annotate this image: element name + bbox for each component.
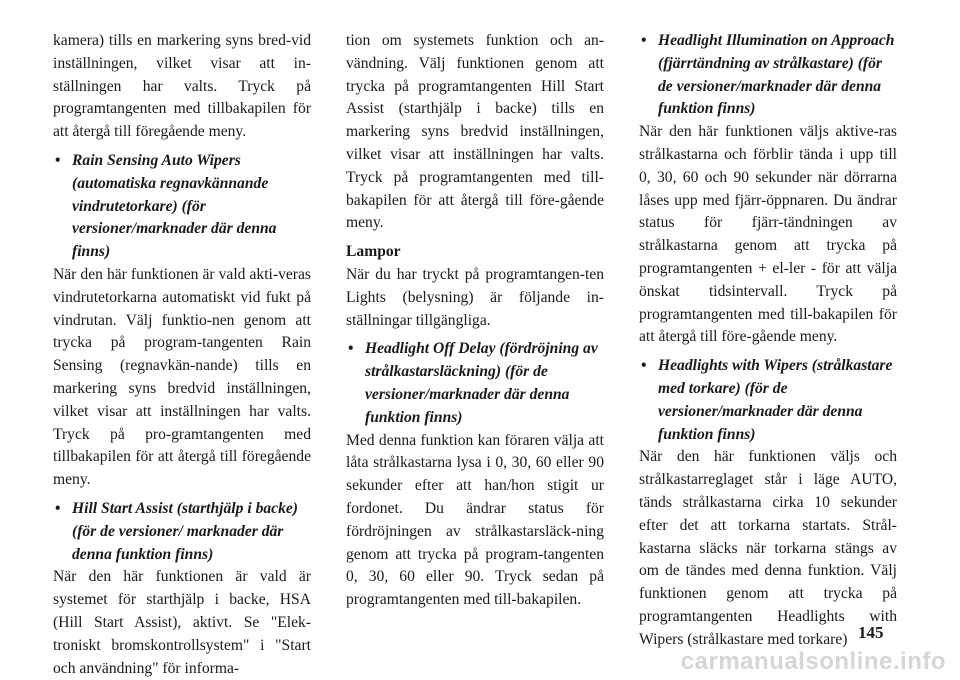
paragraph: När den här funktionen väljs och strålkastarreglaget står i läge AUTO, tänds strålkastarna cirka 10 sekunder efter det att torkarna startats. Strål-kastarna släcks när torkarna stängs av om de tändes med denna funktion. Välj funktionen genom att trycka på programtangenten Headlights with Wipers (strålkastare med torkare) [639, 448, 897, 648]
bullet-heading [346, 338, 604, 429]
text-column-1 [53, 30, 311, 680]
paragraph: När den här funktionen är vald akti-veras vindrutetorkarna automatiskt vid fukt på vindrutan. Välj funktio-nen genom att trycka på program-tangenten Rain Sensing (regnavkän-nande) tills en markering syns bredvid inställningen, vilket visar att inställningen har valts. Tryck på pro-gramtangenten med tillbakapilen för att återgå till föregående meny. [53, 265, 311, 489]
bullet-heading-text: Headlights with Wipers (strålkastare med torkare) (för de versioner/marknader där denna funktion finns) [658, 357, 893, 443]
watermark: carmanualsonline.info [680, 648, 946, 675]
bullet-icon: • [55, 499, 61, 517]
section-heading: Lampor [346, 243, 401, 261]
paragraph: Med denna funktion kan föraren välja att låta strålkastarna lysa i 0, 30, 60 eller 90 sekunder efter att han/hon stigit ur fordonet. Du ändrar status för fördröjningen av strålkastarsläck-ning genom att trycka på program-tangenten 0, 30, 60 eller 90. Tryck sedan på programtangenten med till-bakapilen. [346, 431, 604, 609]
bullet-icon: • [55, 151, 61, 169]
text-column-3 [639, 30, 897, 652]
paragraph: När den här funktionen väljs aktive-ras strålkastarna och förblir tända i upp till 0, 30, 60 och 90 sekunder när dörrarna låses upp med fjärr-öppnaren. Du ändrar status för fjärr-tändningen av strålkastarna genom att trycka på programtangenten + el-ler - för att välja önskat tidsintervall. Tryck på programtangenten med till-bakapilen för att återgå till före-gående meny. [639, 123, 897, 346]
bullet-heading [639, 30, 897, 121]
paragraph: När du har tryckt på programtangen-ten Lights (belysning) är följande in-ställningar tillgängliga. [346, 265, 604, 329]
bullet-icon: • [348, 340, 354, 358]
paragraph: tion om systemets funktion och an-vändning. Välj funktionen genom att trycka på programtangenten Hill Start Assist (starthjälp i backe) tills en markering syns bredvid inställningen, vilket visar att inställningen har valts. Tryck på programtangenten med till-bakapilen för att återgå till före-gående meny. [346, 32, 604, 232]
bullet-heading [639, 355, 897, 446]
bullet-icon: • [641, 357, 647, 375]
paragraph: När den här funktionen är vald är systemet för starthjälp i backe, HSA (Hill Start Assist), aktivt. Se "Elek-troniskt bromskontrollsystem" i "Start och användning" för informa- [53, 568, 311, 677]
bullet-heading [53, 498, 311, 566]
text-column-2 [346, 30, 604, 612]
bullet-heading [53, 150, 311, 264]
page-number: 145 [858, 623, 884, 642]
bullet-heading-text: Headlight Illumination on Approach (fjärrtändning av strålkastare) (för de versioner/marknader där denna funktion finns) [658, 32, 895, 118]
bullet-heading-text: Headlight Off Delay (fördröjning av strålkastarsläckning) (för de versioner/marknader där denna funktion finns) [365, 340, 598, 426]
bullet-heading-text: Rain Sensing Auto Wipers (automatiska regnavkännande vindrutetorkare) (för versioner/marknader där denna finns) [72, 151, 277, 261]
paragraph: kamera) tills en markering syns bred-vid inställningen, vilket visar att in-ställningen har valts. Tryck på programtangenten med tillbakapilen för att återgå till föregående meny. [53, 32, 311, 141]
bullet-heading-text: Hill Start Assist (starthjälp i backe) (för de versioner/ marknader där denna funktion finns) [72, 499, 298, 563]
bullet-icon: • [641, 32, 647, 49]
